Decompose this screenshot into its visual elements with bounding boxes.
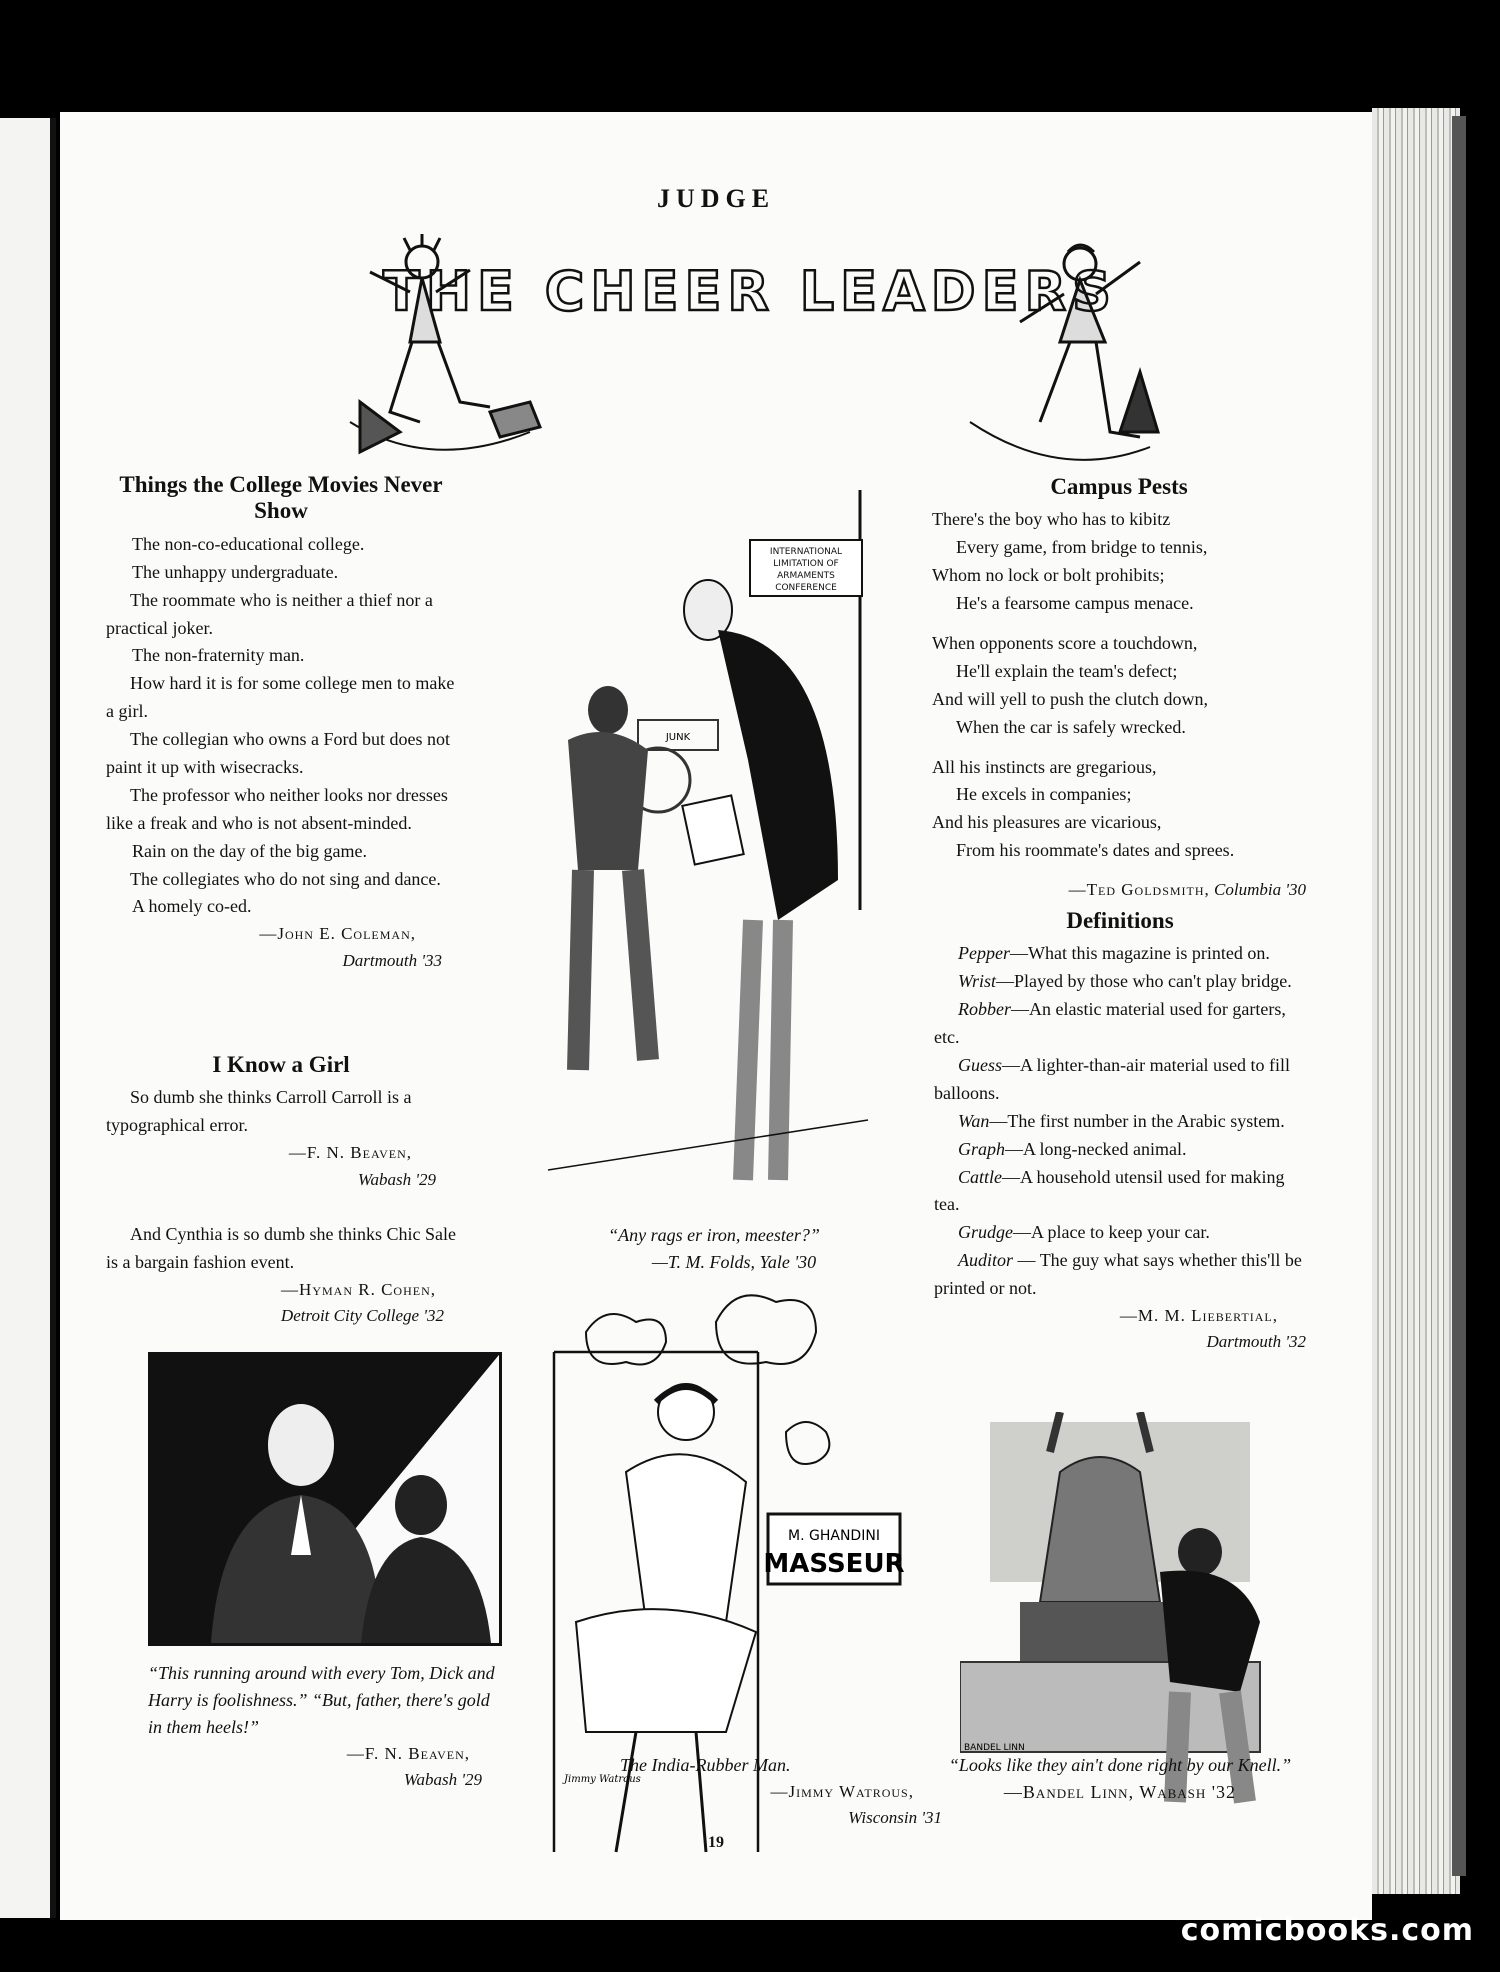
armaments-cartoon — [538, 480, 878, 1220]
masseur-caption-text: The India-Rubber Man. — [620, 1755, 791, 1775]
girl-para-1: So dumb she thinks Carroll Carroll is a typographical error. — [106, 1087, 412, 1136]
bell-caption-author: —Bandel Linn, Wabash '32 — [1003, 1782, 1237, 1802]
binding-gutter — [50, 118, 56, 1918]
definition-text: —A place to keep your car. — [1013, 1222, 1210, 1243]
father-cartoon — [148, 1352, 502, 1646]
definition-item — [934, 996, 1306, 1052]
definition-text: —A lighter-than-air material used to fill balloons. — [934, 1055, 1291, 1103]
definition-item — [934, 968, 1306, 996]
definition-term: Robber — [958, 999, 1011, 1020]
pests-poem — [932, 474, 1306, 903]
page-edges-shadow — [1452, 116, 1466, 1876]
father-caption-text: “This running around with every Tom, Dick and Harry is foolishness.” “But, father, there's gold in them heels!” — [148, 1663, 495, 1737]
movies-line: The unhappy undergraduate. — [132, 561, 339, 582]
masseur-caption-author: —Jimmy Watrous, — [770, 1782, 914, 1801]
girl-title: I Know a Girl — [212, 1052, 350, 1077]
linn-signature: BANDEL LINN — [964, 1743, 1025, 1753]
masseur-sign-line-2: MASSEUR — [763, 1549, 905, 1579]
pests-line: And will yell to push the clutch down, — [932, 688, 1208, 709]
site-watermark: comicbooks.com — [1180, 1913, 1474, 1948]
definition-text: —What this magazine is printed on. — [1009, 943, 1270, 964]
definition-item — [934, 940, 1306, 968]
definition-text: — The guy what says whether this'll be printed or not. — [934, 1250, 1302, 1299]
definition-term: Grudge — [958, 1222, 1013, 1243]
bell-caption — [940, 1752, 1300, 1806]
masseur-sign-line-1: M. GHANDINI — [788, 1528, 880, 1544]
watrous-signature: Jimmy Watrous — [564, 1774, 641, 1785]
definitions-title: Definitions — [1066, 908, 1174, 933]
definitions-article — [934, 908, 1306, 1356]
definitions-school: Dartmouth '32 — [1206, 1332, 1306, 1352]
pests-stanza — [932, 630, 1306, 742]
definition-term: Auditor — [958, 1250, 1014, 1271]
movies-line: The collegiates who do not sing and dance. — [130, 868, 441, 889]
pests-line: All his instincts are gregarious, — [932, 756, 1157, 777]
page-number: 19 — [708, 1834, 724, 1851]
pests-school: Columbia '30 — [1214, 880, 1306, 900]
pests-line: There's the boy who has to kibitz — [932, 509, 1171, 530]
definition-item — [934, 1219, 1306, 1247]
armaments-caption-author: —T. M. Folds, Yale '30 — [651, 1252, 817, 1272]
armaments-sign-line: CONFERENCE — [775, 583, 837, 593]
definition-term: Wrist — [958, 971, 997, 992]
girl-school-1: Wabash '29 — [357, 1169, 436, 1189]
definition-text: —An elastic material used for garters, etc. — [934, 999, 1286, 1048]
pests-line: When the car is safely wrecked. — [956, 716, 1186, 737]
definition-item — [934, 1164, 1306, 1220]
girl-article — [106, 1052, 456, 1329]
masthead: JUDGE — [656, 184, 776, 213]
movies-line: The collegian who owns a Ford but does not paint it up with wisecracks. — [106, 729, 450, 777]
definition-text: —The first number in the Arabic system. — [989, 1110, 1285, 1131]
definitions-list — [934, 940, 1306, 1303]
movies-line: A homely co-ed. — [132, 896, 252, 917]
definition-term: Pepper — [958, 943, 1010, 964]
movies-author: —John E. Coleman, — [259, 924, 416, 944]
definition-text: —Played by those who can't play bridge. — [996, 971, 1292, 992]
pests-line: Whom no lock or bolt prohibits; — [932, 565, 1165, 586]
armaments-caption — [544, 1222, 884, 1276]
pests-stanza — [932, 506, 1306, 618]
definition-item — [934, 1247, 1306, 1303]
masseur-caption-school: Wisconsin '31 — [848, 1807, 942, 1827]
pests-title: Campus Pests — [1050, 474, 1188, 499]
definition-term: Guess — [958, 1055, 1002, 1075]
girl-author-1: —F. N. Beaven, — [288, 1143, 412, 1163]
father-cartoon-caption — [148, 1660, 498, 1792]
movies-line: The non-co-educational college. — [132, 533, 365, 554]
movies-line: The non-fraternity man. — [132, 645, 305, 666]
pests-byline — [932, 877, 1306, 903]
cheer-leaders-lettering: THE CHEER LEADERS — [383, 260, 1117, 323]
masseur-caption — [620, 1752, 950, 1830]
definition-term: Cattle — [958, 1166, 1002, 1187]
armaments-caption-text: “Any rags er iron, meester?” — [608, 1225, 820, 1245]
movies-line: How hard it is for some college men to make a girl. — [106, 673, 455, 722]
movies-article — [106, 472, 456, 974]
pests-line: From his roommate's dates and sprees. — [956, 840, 1235, 861]
pests-line: And his pleasures are vicarious, — [932, 812, 1162, 833]
movies-school: Dartmouth '33 — [342, 950, 442, 970]
movies-line: The professor who neither looks nor dresses like a freak and who is not absent-minded. — [106, 784, 448, 833]
definition-item — [934, 1136, 1306, 1164]
armaments-sign-line: LIMITATION OF — [773, 559, 839, 569]
father-caption-author: —F. N. Beaven, — [346, 1744, 470, 1763]
girl-school-2: Detroit City College '32 — [280, 1306, 444, 1326]
movies-line: Rain on the day of the big game. — [132, 840, 367, 861]
pests-line: He'll explain the team's defect; — [956, 660, 1178, 681]
pests-line: When opponents score a touchdown, — [932, 633, 1198, 653]
definition-text: —A long-necked animal. — [1005, 1138, 1187, 1159]
movies-title: Things the College Movies Never Show — [119, 472, 443, 524]
left-page-edge — [0, 118, 56, 1918]
pests-author: —Ted Goldsmith, — [1068, 880, 1210, 900]
definition-term: Wan — [958, 1110, 990, 1131]
junk-cart-label: JUNK — [665, 732, 691, 743]
movies-line: The roommate who is neither a thief nor a practical joker. — [106, 589, 433, 638]
page-edges-stack — [1372, 108, 1460, 1894]
pests-line: Every game, from bridge to tennis, — [956, 537, 1208, 558]
girl-author-2: —Hyman R. Cohen, — [281, 1279, 436, 1299]
definition-item — [934, 1108, 1306, 1136]
girl-para-2: And Cynthia is so dumb she thinks Chic Sale is a bargain fashion event. — [106, 1223, 456, 1272]
bell-caption-text: “Looks like they ain't done right by our Knell.” — [948, 1755, 1292, 1775]
definition-text: —A household utensil used for making tea. — [934, 1166, 1285, 1215]
pests-line: He excels in companies; — [956, 784, 1132, 805]
father-caption-school: Wabash '29 — [403, 1769, 482, 1789]
magazine-page — [60, 112, 1372, 1920]
pests-stanza — [932, 754, 1306, 866]
movies-list — [106, 531, 456, 921]
pests-stanzas — [932, 506, 1306, 865]
armaments-sign-line: INTERNATIONAL — [769, 547, 843, 557]
armaments-sign-line: ARMAMENTS — [777, 571, 835, 581]
definition-item — [934, 1052, 1306, 1108]
definition-term: Graph — [958, 1138, 1006, 1159]
definitions-author: —M. M. Liebertial, — [1119, 1306, 1278, 1326]
pests-line: He's a fearsome campus menace. — [956, 593, 1194, 614]
